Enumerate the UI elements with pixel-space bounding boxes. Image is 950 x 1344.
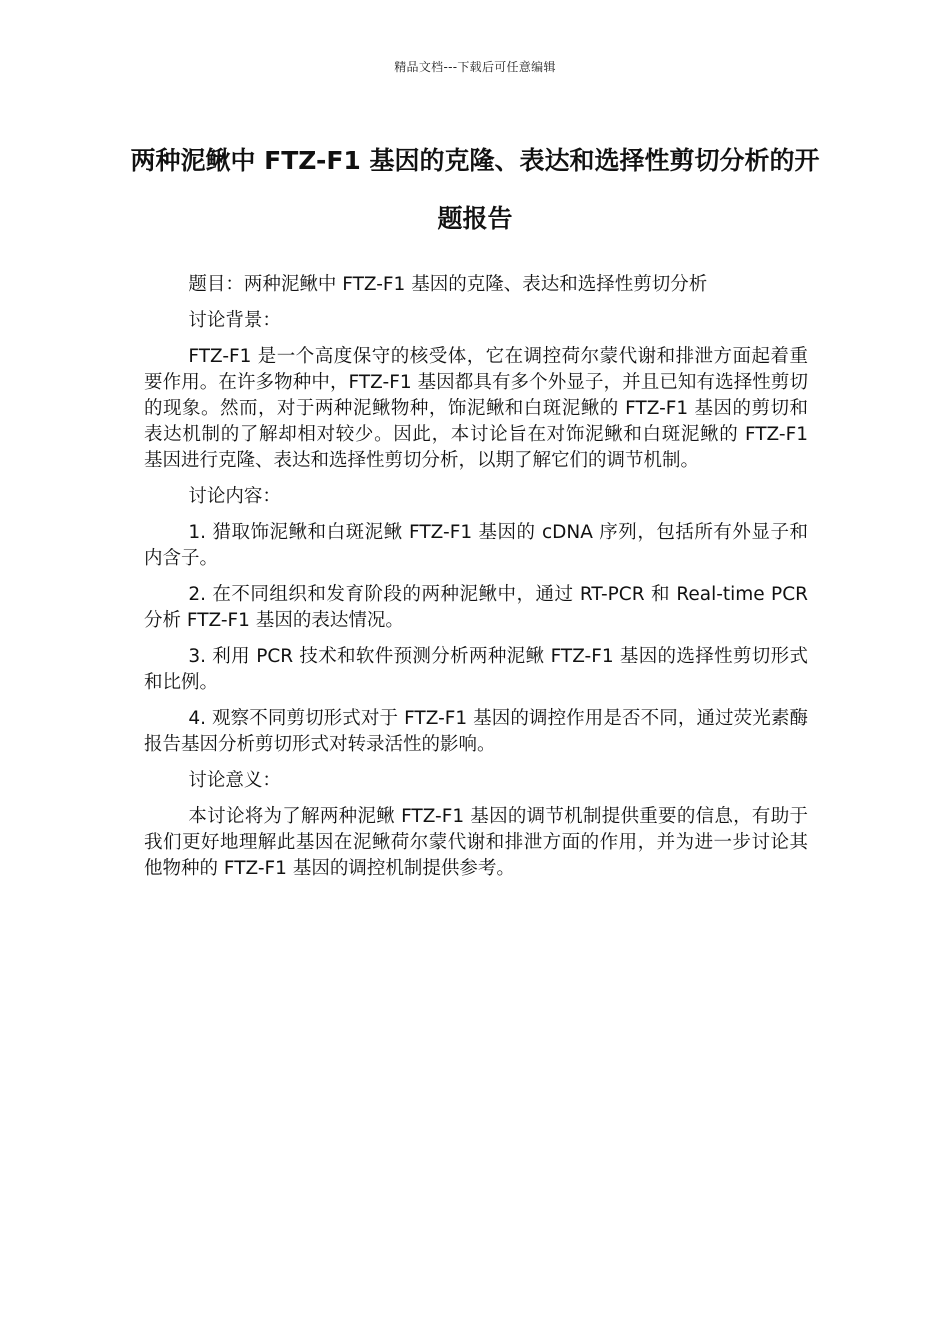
content-item-1: 1. 猎取饰泥鳅和白斑泥鳅 FTZ-F1 基因的 cDNA 序列，包括所有外显子和内含子。 [144, 522, 808, 569]
significance-paragraph: 本讨论将为了解两种泥鳅 FTZ-F1 基因的调节机制提供重要的信息，有助于我们更好地理解此基因在泥鳅荷尔蒙代谢和排泄方面的作用，并为进一步讨论其他物种的 FTZ-F1 基因的调控机制提供参考。 [144, 806, 808, 879]
document-body [144, 272, 808, 892]
background-heading: 讨论背景： [188, 310, 281, 331]
content-item-4: 4. 观察不同剪切形式对于 FTZ-F1 基因的调控作用是否不同，通过荧光素酶报告基因分析剪切形式对转录活性的影响。 [144, 708, 808, 755]
content-item-2: 2. 在不同组织和发育阶段的两种泥鳅中，通过 RT-PCR 和 Real-time PCR 分析 FTZ-F1 基因的表达情况。 [144, 584, 808, 631]
topic-paragraph: 题目：两种泥鳅中 FTZ-F1 基因的克隆、表达和选择性剪切分析 [188, 274, 708, 295]
significance-heading: 讨论意义： [188, 770, 281, 791]
document-title: 两种泥鳅中 FTZ-F1 基因的克隆、表达和选择性剪切分析的开题报告 [130, 146, 820, 233]
content-heading: 讨论内容： [188, 486, 281, 507]
content-item-3: 3. 利用 PCR 技术和软件预测分析两种泥鳅 FTZ-F1 基因的选择性剪切形式和比例。 [144, 646, 808, 693]
header-note: 精品文档---下载后可任意编辑 [394, 60, 556, 74]
background-paragraph: FTZ-F1 是一个高度保守的核受体，它在调控荷尔蒙代谢和排泄方面起着重要作用。在许多物种中，FTZ-F1 基因都具有多个外显子，并且已知有选择性剪切的现象。然而，对于两种泥鳅物种，饰泥鳅和白斑泥鳅的 FTZ-F1 基因的剪切和表达机制的了解却相对较少。因此，本讨论旨在对饰泥鳅和白斑泥鳅的 FTZ-F1 基因进行克隆、表达和选择性剪切分析，以期了解它们的调节机制。 [144, 346, 808, 471]
